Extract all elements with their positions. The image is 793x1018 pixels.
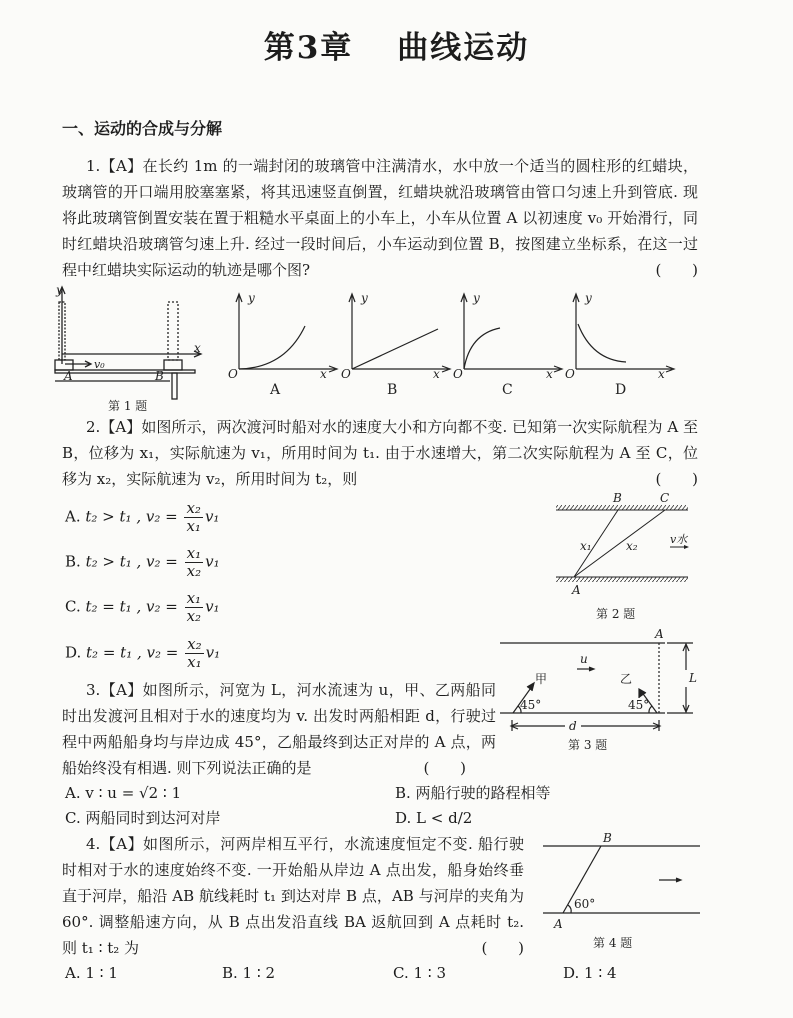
svg-text:O: O (453, 367, 463, 381)
question-4-text: 4.【A】如图所示，河两岸相互平行，水流速度恒定不变. 船行驶时相对于水的速度始终不变. 一开始船从岸边 A 点出发，船身始终垂直于河岸，船沿 AB 航线耗时 t₁ 到达对岸 B 点，AB 与河岸的夹角为 60°. 调整船速方向，从 B 点出发沿直线 BA 返航回到 A 点耗时 t₂. 则 t₁ ∶ t₂ 为 (62, 835, 524, 957)
graph-d-label: D (615, 382, 627, 398)
fraction (184, 500, 202, 535)
question-2 (62, 414, 698, 492)
fraction (185, 590, 203, 625)
v0-label: v₀ (94, 358, 105, 371)
point-a-label: A (572, 583, 581, 597)
option-tail: v₁ (205, 643, 221, 662)
axis-y-label: y (56, 284, 63, 297)
point-a-label: A (655, 627, 664, 641)
option-tail: v₁ (205, 597, 220, 616)
angle-yi-label: 45° (628, 698, 650, 712)
svg-text:x: x (433, 367, 440, 381)
figure-1-caption: 第 1 题 (108, 399, 148, 413)
x2-label: x₂ (626, 539, 638, 553)
question-4-figure (535, 828, 710, 953)
question-1 (62, 153, 698, 283)
svg-text:O: O (565, 367, 575, 381)
q3-option-b[interactable]: B. 两船行驶的路程相等 (395, 784, 551, 802)
q4-option-c[interactable]: C. 1 ∶ 3 (393, 964, 447, 982)
width-label: L (689, 671, 697, 685)
angle-jia-label: 45° (520, 698, 542, 712)
numerator: x₁ (186, 589, 202, 607)
angle-label: 60° (574, 897, 596, 911)
option-expr: t₂ = t₁ , v₂ = (86, 643, 184, 662)
current-label: u (580, 652, 588, 666)
option-label: A. (65, 507, 86, 526)
fraction (185, 545, 203, 580)
figure-4-caption: 第 4 题 (593, 936, 633, 950)
point-a-label: A (554, 917, 563, 931)
question-1-figure (50, 284, 690, 419)
option-label: B. (65, 552, 86, 571)
axis-x-label: x (194, 341, 201, 355)
x1-label: x₁ (580, 539, 592, 553)
svg-text:x: x (658, 367, 665, 381)
q3-option-c[interactable]: C. 两船同时到达河对岸 (65, 809, 221, 827)
q4-option-d[interactable]: D. 1 ∶ 4 (563, 964, 617, 982)
option-label: D. (65, 643, 87, 662)
denominator: x₂ (186, 562, 202, 580)
denominator: x₁ (186, 517, 201, 535)
option-tail: v₁ (205, 552, 220, 571)
q2-option-a[interactable] (65, 500, 219, 535)
q4-option-b[interactable]: B. 1 ∶ 2 (222, 964, 276, 982)
distance-label: d (569, 719, 577, 733)
point-b-label: B (603, 831, 612, 845)
question-4 (62, 831, 524, 961)
question-1-text: 1.【A】在长约 1m 的一端封闭的玻璃管中注满清水，水中放一个适当的圆柱形的红蜡块，玻璃管的开口端用胶塞塞紧，将其迅速竖直倒置，红蜡块就沿玻璃管由管口匀速上升到管底. 现将此玻璃管倒置安装在置于粗糙水平桌面上的小车上，小车从位置 A 以初速度 v₀ 开始滑行，同时红蜡块沿玻璃管匀速上升. 经过一段时间后，小车运动到位置 B，按图建立坐标系，在这一过程中红蜡块实际运动的轨迹是哪个图? (62, 157, 698, 279)
svg-text:x: x (546, 367, 553, 381)
svg-text:y: y (473, 291, 480, 305)
svg-text:y: y (248, 291, 255, 305)
svg-text:O: O (341, 367, 351, 381)
answer-blank: ( ) (423, 759, 466, 777)
option-label: C. (65, 597, 86, 616)
section-heading: 一、运动的合成与分解 (62, 119, 223, 138)
point-b-label: B (155, 369, 164, 383)
q2-option-c[interactable] (65, 590, 220, 625)
q4-option-a[interactable]: A. 1 ∶ 1 (65, 964, 118, 982)
chapter-number: 第3章 (263, 30, 354, 66)
origin-label: O (228, 367, 238, 381)
numerator: x₁ (186, 544, 202, 562)
option-expr: t₂ > t₁ , v₂ = (85, 552, 183, 571)
boat-yi-label: 乙 (620, 672, 633, 686)
svg-text:y: y (361, 291, 368, 305)
answer-blank: ( ) (655, 261, 698, 279)
fraction (185, 636, 203, 671)
q3-option-d[interactable]: D. L < d/2 (395, 809, 473, 827)
point-a-label: A (64, 369, 73, 383)
denominator: x₁ (187, 653, 202, 671)
point-b-label: B (613, 491, 622, 505)
figure-2-caption: 第 2 题 (596, 607, 636, 621)
chapter-title (0, 22, 793, 67)
numerator: x₂ (186, 499, 201, 517)
option-expr: t₂ = t₁ , v₂ = (85, 597, 183, 616)
point-c-label: C (660, 491, 670, 505)
option-tail: v₁ (204, 507, 220, 526)
svg-text:y: y (585, 291, 592, 305)
q2-option-d[interactable] (65, 636, 220, 671)
q3-option-a[interactable]: A. v ∶ u = √2 ∶ 1 (65, 784, 182, 802)
question-2-figure (550, 490, 700, 625)
q2-option-b[interactable] (65, 545, 220, 580)
water-velocity-label: v水 (670, 533, 688, 546)
answer-blank: ( ) (481, 939, 524, 957)
chapter-name: 曲线运动 (397, 30, 530, 66)
svg-text:x: x (320, 367, 327, 381)
question-3-figure (495, 625, 715, 755)
denominator: x₂ (186, 607, 202, 625)
boat-jia-label: 甲 (535, 672, 548, 686)
graph-c-label: C (502, 382, 513, 398)
numerator: x₂ (187, 635, 202, 653)
question-3-text: 3.【A】如图所示，河宽为 L，河水流速为 u，甲、乙两船同时出发渡河且相对于水的速度均为 v. 出发时两船相距 d，行驶过程中两船船身均与岸边成 45°，乙船最终到达正对岸的 A 点，两船始终没有相遇. 则下列说法正确的是 (62, 681, 496, 777)
figure-3-caption: 第 3 题 (568, 738, 608, 752)
option-expr: t₂ > t₁ , v₂ = (85, 507, 183, 526)
question-3 (62, 677, 496, 781)
graph-a-label: A (270, 382, 281, 398)
question-2-text: 2.【A】如图所示，两次渡河时船对水的速度大小和方向都不变. 已知第一次实际航程为 A 至 B，位移为 x₁，实际航速为 v₁，所用时间为 t₁. 由于水速增大，第二次实际航程为 A 至 C，位移为 x₂，实际航速为 v₂，所用时间为 t₂，则 (62, 418, 698, 488)
graph-b-label: B (387, 382, 398, 398)
answer-blank: ( ) (655, 470, 698, 488)
